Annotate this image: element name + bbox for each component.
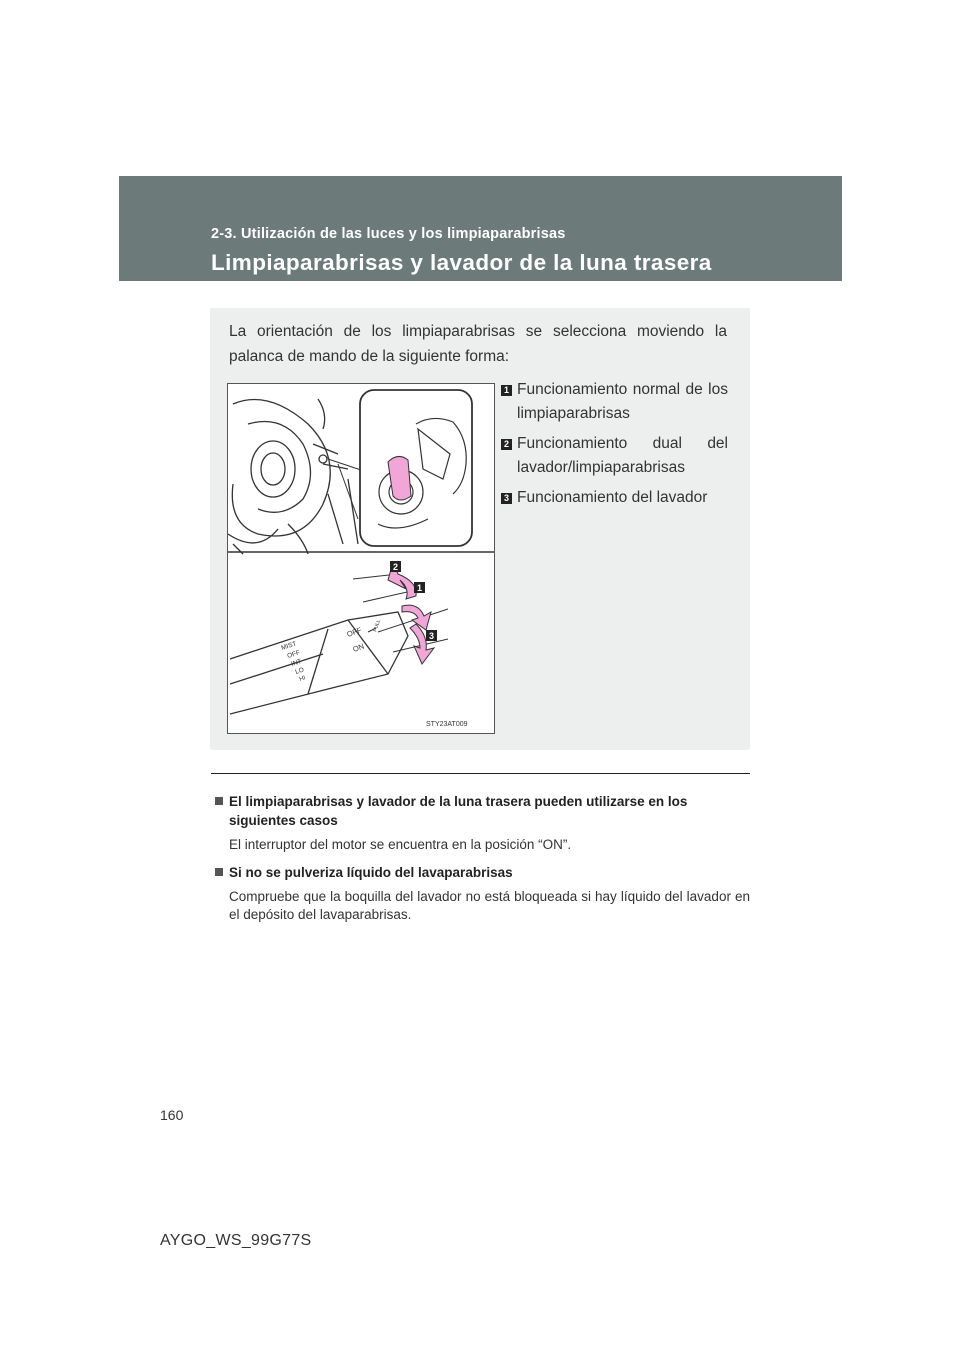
wiper-lever-illustration [227,383,495,734]
legend-item [501,432,728,480]
note-block [215,863,750,924]
note-body: Compruebe que la boquilla del lavador no está bloqueada si hay líquido del lavador en el depósito del lavaparabrisas. [229,889,750,922]
number-badge: 1 [501,385,512,396]
legend-item [501,486,728,510]
svg-text:2: 2 [392,562,399,572]
switch-label-off: OFF [286,649,301,660]
illustration-drawing [228,384,494,733]
info-box [210,308,750,750]
note-heading: Si no se pulveriza líquido del lavaparabrisas [215,863,750,882]
steering-wheel-sketch [228,399,358,554]
switch-label-lo: LO [294,666,305,676]
legend-text: Funcionamiento dual del lavador/limpiaparabrisas [517,435,728,476]
switch-label-int: INT [290,658,303,668]
intro-text: La orientación de los limpiaparabrisas se selecciona moviendo la palanca de mando de la siguiente forma: [229,323,727,365]
note-heading: El limpiaparabrisas y lavador de la luna trasera pueden utilizarse en los siguientes casos [215,792,750,830]
switch-label-mist: MIST [280,640,298,652]
legend-text: Funcionamiento del lavador [517,489,708,506]
note-body: El interruptor del motor se encuentra en la posición “ON”. [229,837,572,852]
legend-item [501,378,728,426]
document-code: AYGO_WS_99G77S [160,1232,312,1249]
zoom-inset [360,390,472,546]
number-badge: 2 [501,439,512,450]
wiper-lever [230,612,408,714]
switch-label-hi: HI [298,675,307,683]
section-divider [211,773,750,774]
square-bullet-icon [215,797,223,805]
svg-text:3: 3 [428,631,435,641]
callout-3 [426,630,437,641]
pull-label: PULL [372,618,383,633]
rear-label-off: OFF [345,625,363,639]
page-title: Limpiaparabrisas y lavador de la luna trasera [211,250,712,275]
illustration-code: STY23AT009 [426,721,468,728]
svg-text:1: 1 [416,583,423,593]
switch-labels [280,619,382,683]
note-block [215,792,750,854]
legend [501,378,728,516]
legend-text: Funcionamiento normal de los limpiaparabrisas [517,381,728,422]
square-bullet-icon [215,868,223,876]
number-badge: 3 [501,493,512,504]
chapter-header [119,176,842,281]
rear-label-on: ON [351,641,366,654]
section-label: 2-3. Utilización de las luces y los limpiaparabrisas [211,226,566,242]
page-number: 160 [160,1107,184,1123]
callout-2 [390,561,401,572]
callout-1 [414,582,425,593]
